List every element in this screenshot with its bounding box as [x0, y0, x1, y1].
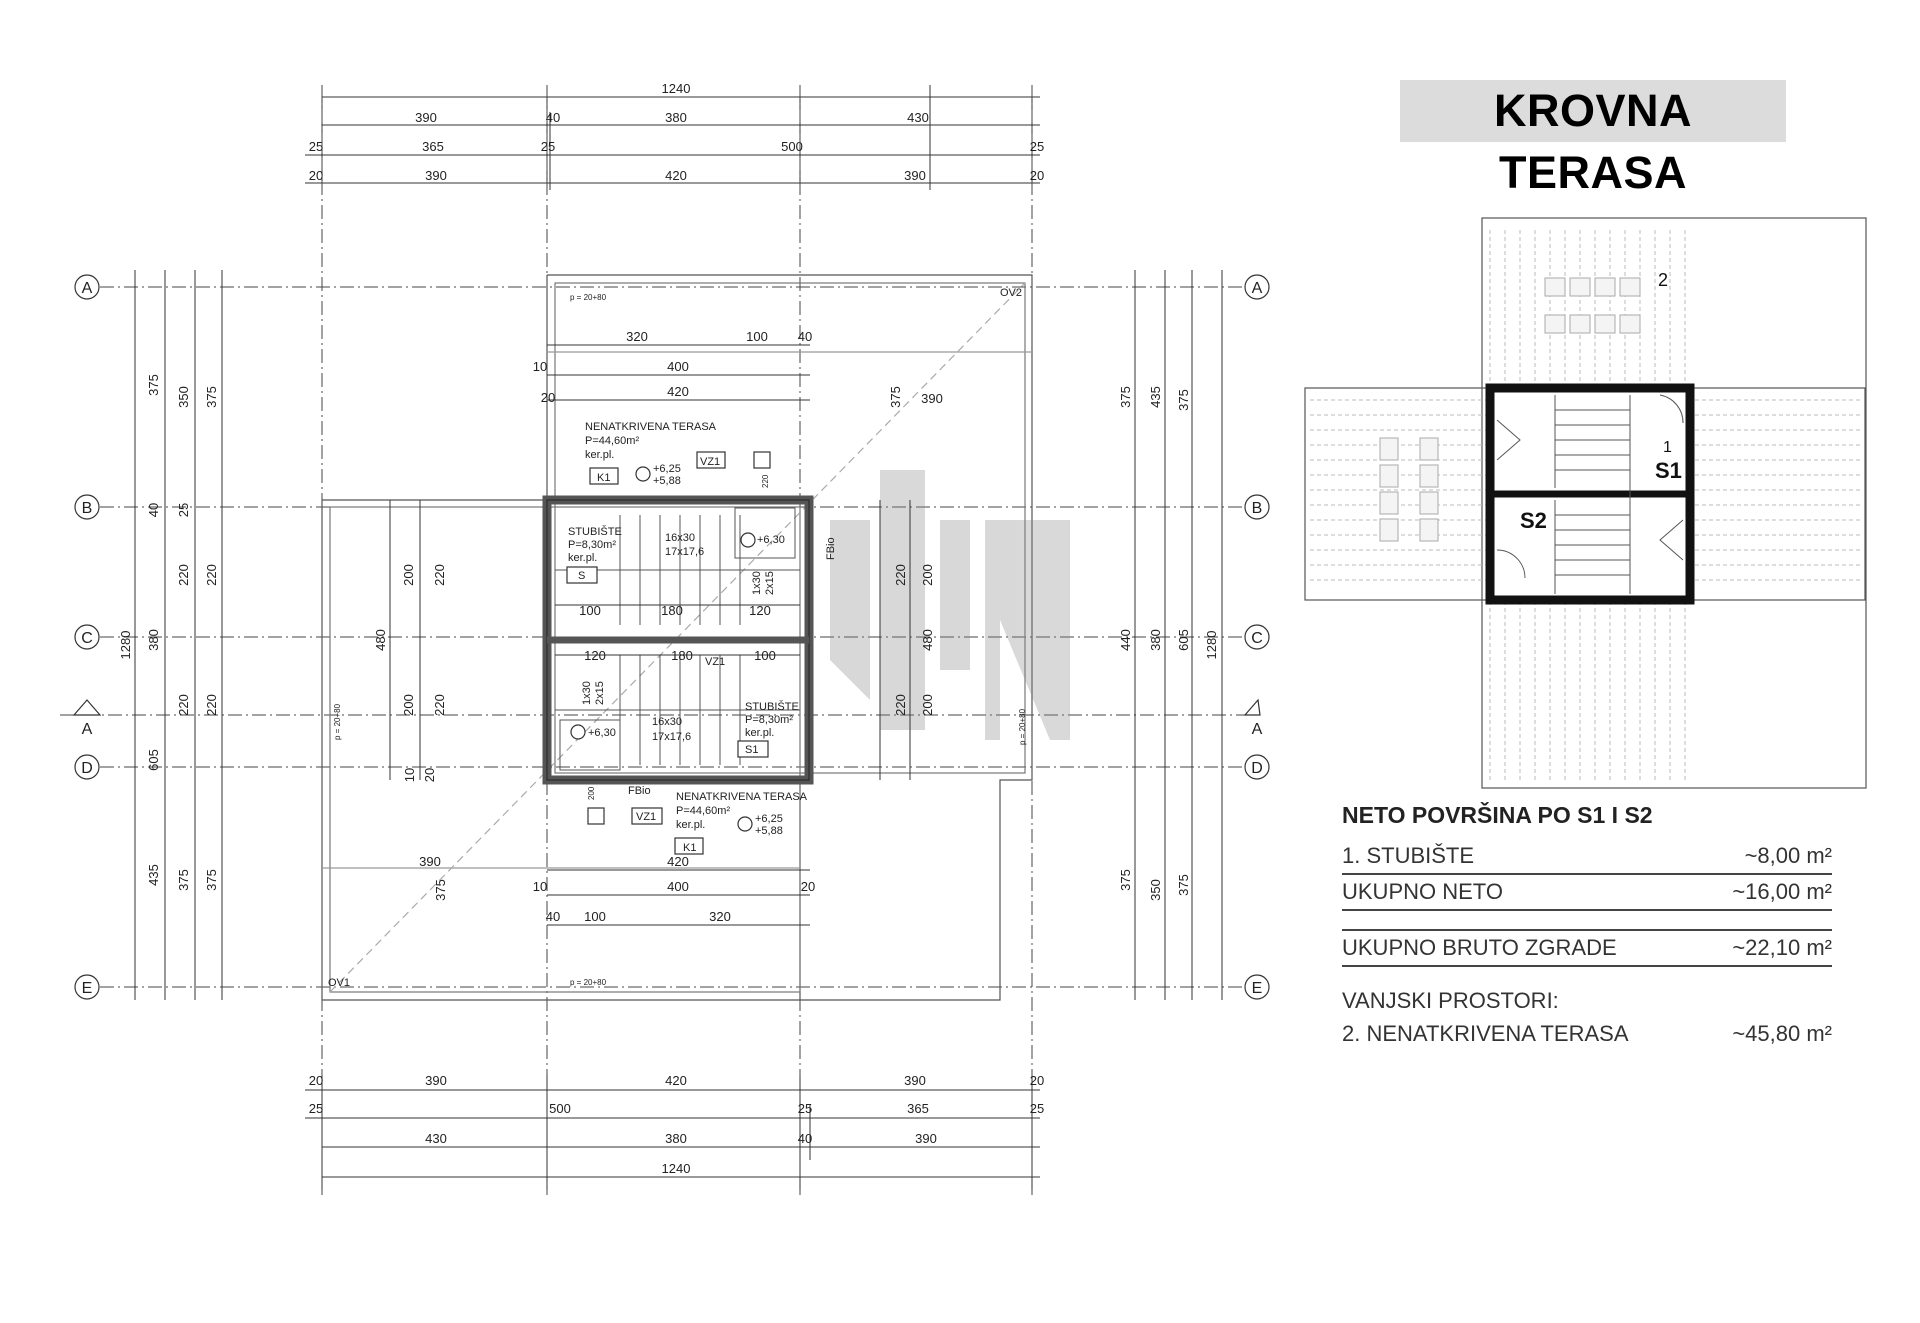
- dim-in-bottom-3: 400: [667, 879, 689, 894]
- dim-top-10: 20: [308, 168, 324, 183]
- note-slope-4: p = 20+80: [1018, 708, 1027, 745]
- summary-row-stair: [1342, 839, 1832, 875]
- dim-right-1: 375: [1118, 386, 1133, 408]
- dim-left-1: 375: [146, 374, 161, 396]
- dim-in-top-9: 390: [921, 391, 943, 406]
- dim-in-top-6: 10: [532, 359, 548, 374]
- dim-bottom-14: 390: [915, 1131, 937, 1146]
- dim-left-8: 220: [176, 564, 191, 586]
- dim-right-2: 440: [1118, 629, 1133, 651]
- note-ov2: OV2: [1000, 287, 1023, 299]
- bottom-dimension-texts: [309, 1073, 1044, 1176]
- dim-top-total: 1240: [661, 81, 691, 96]
- stair-1-run: 2x15: [764, 571, 776, 595]
- note-box-1: 220: [761, 474, 770, 488]
- stair-1-tread: 1x30: [751, 571, 763, 595]
- dim-top-13: 390: [904, 168, 926, 183]
- stair-2-floor: ker.pl.: [745, 727, 775, 739]
- dim-in-bottom-8: 320: [709, 909, 731, 924]
- stair-1-level: +6,30: [757, 534, 785, 546]
- summary-bruto-label: UKUPNO BRUTO ZGRADE: [1342, 935, 1617, 960]
- dim-top-4: 430: [907, 110, 929, 125]
- dim-right-8: 605: [1176, 629, 1191, 651]
- dim-bottom-13: 40: [797, 1131, 813, 1146]
- dim-stair-12: 10: [402, 767, 417, 783]
- note-slope-2: p = 20+80: [570, 978, 607, 987]
- axis-label-a-right: A: [1251, 280, 1263, 297]
- dim-stair-5: 180: [671, 648, 693, 663]
- dim-left-4: 605: [146, 749, 161, 771]
- top-dimension-texts: [309, 81, 1044, 183]
- terrace-bottom-level-b: +5,88: [755, 825, 783, 837]
- axis-label-d: D: [81, 760, 93, 777]
- note-slope-1: p = 20+80: [570, 293, 607, 302]
- dim-top-7: 25: [540, 139, 556, 154]
- stair-2-level: +6,30: [588, 727, 616, 739]
- mini-label-1: 1: [1663, 439, 1672, 456]
- dim-stair-1: 100: [579, 603, 601, 618]
- axis-label-c: C: [81, 630, 93, 647]
- terrace-bottom-floor: ker.pl.: [676, 819, 706, 831]
- area-summary: [1342, 802, 1832, 1051]
- summary-row-outdoor: [1342, 1017, 1832, 1051]
- dim-stair-11: 220: [432, 694, 447, 716]
- dim-top-2: 40: [545, 110, 561, 125]
- dim-top-6: 365: [422, 139, 444, 154]
- dim-right-total: 1280: [1204, 630, 1219, 660]
- dim-top-3: 380: [665, 110, 687, 125]
- dim-in-bottom-5: 20: [800, 879, 816, 894]
- dim-left-2: 40: [146, 502, 161, 518]
- dim-right-9: 375: [1176, 874, 1191, 896]
- dim-in-top-8: 375: [888, 386, 903, 408]
- section-label-left: A: [81, 721, 93, 738]
- terrace-top-area: P=44,60m²: [585, 435, 640, 447]
- note-fbio-1: FBio: [825, 537, 837, 560]
- dim-in-bottom-6: 40: [545, 909, 561, 924]
- stair-2-tag: S1: [745, 744, 759, 756]
- summary-row-neto: [1342, 875, 1832, 911]
- dim-stair-10: 220: [432, 564, 447, 586]
- dim-left-13: 220: [204, 694, 219, 716]
- dim-left-14: 375: [204, 869, 219, 891]
- dim-stair-9: 200: [401, 694, 416, 716]
- dim-in-top-4: 400: [667, 359, 689, 374]
- summary-bruto-value: ~22,10 m²: [1732, 935, 1832, 960]
- stair-2-steps: 16x30: [652, 716, 682, 728]
- dim-right-3: 375: [1118, 869, 1133, 891]
- dim-top-5: 25: [308, 139, 324, 154]
- terrace-top-vz: VZ1: [700, 456, 721, 468]
- dim-stair-7: 200: [401, 564, 416, 586]
- dim-stair-6: 100: [754, 648, 776, 663]
- dim-top-1: 390: [415, 110, 437, 125]
- dim-left-6: 350: [176, 386, 191, 408]
- dim-in-top-7: 20: [540, 390, 556, 405]
- note-slope-3: p = 20+80: [333, 703, 342, 740]
- mini-label-s2: S2: [1520, 508, 1547, 533]
- summary-row-value: ~16,00 m²: [1732, 879, 1832, 904]
- dim-left-3: 380: [146, 629, 161, 651]
- stair-2-area: P=8,30m²: [745, 714, 793, 726]
- terrace-bottom-level-a: +6,25: [755, 813, 783, 825]
- dim-top-9: 25: [1029, 139, 1045, 154]
- dim-in-top-1: 320: [626, 329, 648, 344]
- summary-row-bruto: [1342, 929, 1832, 967]
- page-title: KROVNA TERASA: [1400, 80, 1786, 142]
- dim-bottom-3: 420: [665, 1073, 687, 1088]
- dim-bottom-6: 25: [308, 1101, 324, 1116]
- dim-stair-14: 220: [893, 564, 908, 586]
- dim-stair-4: 120: [584, 648, 606, 663]
- dim-in-bottom-2: 420: [667, 854, 689, 869]
- dim-left-total: 1280: [118, 630, 133, 660]
- dim-right-6: 350: [1148, 879, 1163, 901]
- summary-row-value: ~8,00 m²: [1744, 843, 1832, 868]
- dim-left-5: 435: [146, 864, 161, 886]
- dim-in-bottom-9: 375: [433, 879, 448, 901]
- section-label-right: A: [1251, 721, 1263, 738]
- stair-1-name: STUBIŠTE: [568, 526, 622, 538]
- summary-heading: NETO POVRŠINA PO S1 I S2: [1342, 802, 1653, 828]
- dim-stair-15: 480: [920, 629, 935, 651]
- axis-label-b: B: [81, 500, 93, 517]
- stair-2-tread: 1x30: [581, 681, 593, 705]
- mini-label-s1: S1: [1655, 458, 1682, 483]
- terrace-top-level-a: +6,25: [653, 463, 681, 475]
- left-dimension-texts: [118, 374, 219, 891]
- summary-outdoor-label: 2. NENATKRIVENA TERASA: [1342, 1021, 1629, 1046]
- terrace-top-floor: ker.pl.: [585, 449, 615, 461]
- stair-1-tag: S: [578, 570, 586, 582]
- dim-bottom-total: 1240: [661, 1161, 691, 1176]
- stair-1-area: P=8,30m²: [568, 539, 616, 551]
- axis-label-d-right: D: [1251, 760, 1263, 777]
- dim-top-12: 420: [665, 168, 687, 183]
- dim-bottom-5: 20: [1029, 1073, 1045, 1088]
- dim-right-4: 435: [1148, 386, 1163, 408]
- dim-bottom-7: 500: [549, 1101, 571, 1116]
- stair-1-floor: ker.pl.: [568, 552, 598, 564]
- dim-left-12: 220: [204, 564, 219, 586]
- mini-label-2: 2: [1658, 270, 1669, 290]
- watermark-logo: [830, 470, 1070, 740]
- dim-in-top-5: 420: [667, 384, 689, 399]
- summary-outdoor-heading: VANJSKI PROSTORI:: [1342, 988, 1559, 1013]
- dim-top-11: 390: [425, 168, 447, 183]
- dim-bottom-12: 380: [665, 1131, 687, 1146]
- note-box-2: 200: [587, 786, 596, 800]
- terrace-bottom-name: NENATKRIVENA TERASA: [676, 791, 808, 803]
- stair-2-run: 2x15: [594, 681, 606, 705]
- dim-stair-16: 220: [893, 694, 908, 716]
- dim-right-7: 375: [1176, 389, 1191, 411]
- dim-stair-3: 120: [749, 603, 771, 618]
- dim-bottom-2: 390: [425, 1073, 447, 1088]
- terrace-top-level-b: +5,88: [653, 475, 681, 487]
- dim-bottom-1: 20: [308, 1073, 324, 1088]
- note-vz1-core: VZ1: [705, 656, 726, 668]
- dim-bottom-10: 25: [1029, 1101, 1045, 1116]
- dim-bottom-11: 430: [425, 1131, 447, 1146]
- note-ov1: OV1: [328, 977, 351, 989]
- dim-bottom-9: 365: [907, 1101, 929, 1116]
- summary-row-label: UKUPNO NETO: [1342, 879, 1503, 904]
- summary-row-label: 1. STUBIŠTE: [1342, 843, 1475, 868]
- dim-bottom-4: 390: [904, 1073, 926, 1088]
- axis-label-b-right: B: [1251, 500, 1263, 517]
- terrace-top-tag: K1: [597, 472, 611, 484]
- dim-stair-2: 180: [661, 603, 683, 618]
- summary-outdoor-value: ~45,80 m²: [1732, 1021, 1832, 1046]
- dim-in-bottom-7: 100: [584, 909, 606, 924]
- stair-2-rise: 17x17,6: [652, 731, 692, 743]
- dim-left-9: 220: [176, 694, 191, 716]
- terrace-bottom-area: P=44,60m²: [676, 805, 731, 817]
- axis-label-e-right: E: [1251, 980, 1263, 997]
- stair-2-name: STUBIŠTE: [745, 701, 799, 713]
- axis-label-c-right: C: [1251, 630, 1263, 647]
- terrace-top-name: NENATKRIVENA TERASA: [585, 421, 717, 433]
- dim-stair-17: 200: [920, 564, 935, 586]
- dim-in-top-2: 100: [746, 329, 768, 344]
- axis-label-e: E: [81, 980, 93, 997]
- dim-stair-8: 480: [373, 629, 388, 651]
- mini-roof-plan: [1305, 218, 1866, 788]
- stair-1-steps: 16x30: [665, 532, 695, 544]
- dim-left-11: 375: [204, 386, 219, 408]
- dim-right-5: 380: [1148, 629, 1163, 651]
- right-dimension-texts: [1118, 386, 1219, 901]
- terrace-bottom-tag: K1: [683, 842, 697, 854]
- dim-in-bottom-4: 10: [532, 879, 548, 894]
- note-fbio-2: FBio: [628, 785, 651, 797]
- dim-top-14: 20: [1029, 168, 1045, 183]
- stair-1-rise: 17x17,6: [665, 546, 705, 558]
- dim-stair-18: 200: [920, 694, 935, 716]
- dim-left-10: 375: [176, 869, 191, 891]
- dim-in-bottom-1: 390: [419, 854, 441, 869]
- dim-left-7: 25: [176, 502, 191, 518]
- dim-stair-13: 20: [422, 767, 437, 783]
- dim-bottom-8: 25: [797, 1101, 813, 1116]
- terrace-bottom-vz: VZ1: [636, 811, 657, 823]
- axis-label-a: A: [81, 280, 93, 297]
- dim-top-8: 500: [781, 139, 803, 154]
- dim-in-top-3: 40: [797, 329, 813, 344]
